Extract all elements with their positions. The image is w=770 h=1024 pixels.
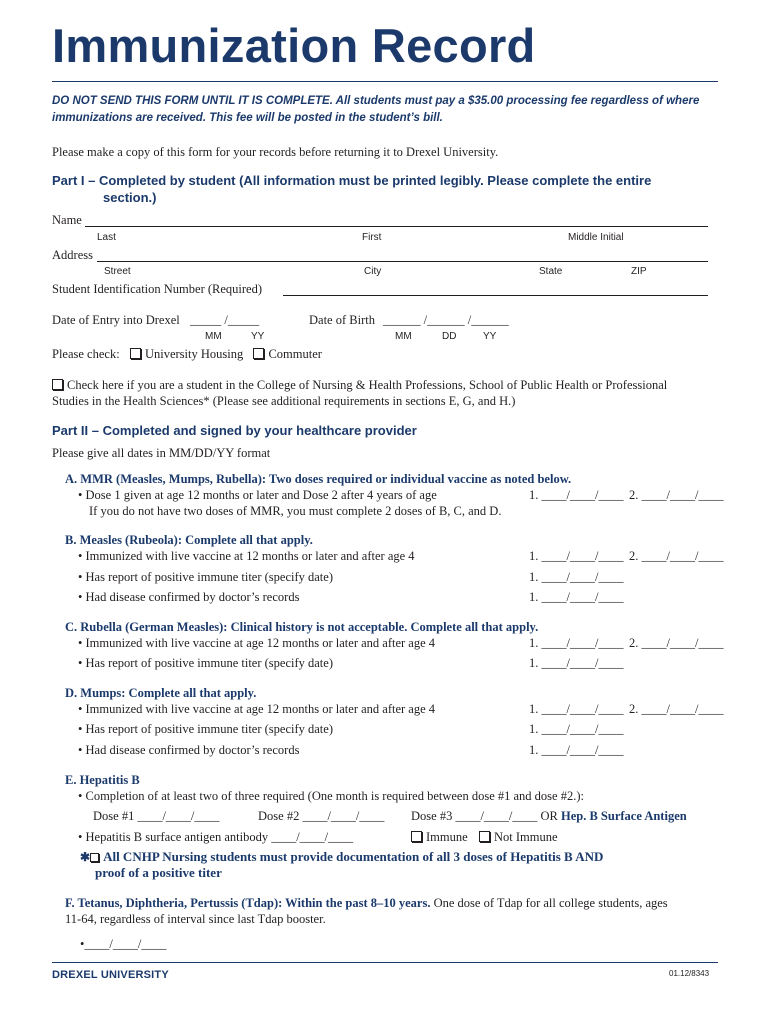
address-label: Address (52, 248, 93, 262)
e-dose2-field[interactable]: Dose #2 ____/____/____ (258, 809, 385, 823)
section-f-text: One dose of Tdap for all college students, ages (433, 896, 668, 910)
not-immune-label: Not Immune (494, 830, 558, 844)
copy-note: Please make a copy of this form for your records before returning it to Drexel University. (52, 145, 499, 159)
university-logo: DREXEL UNIVERSITY (52, 969, 169, 981)
checkbox-icon (411, 831, 422, 842)
f-date-field[interactable]: •____/____/____ (80, 937, 167, 951)
section-c-item1: • Immunized with live vaccine at age 12 months or later and after age 4 (78, 636, 436, 650)
part2-heading: Part II – Completed and signed by your healthcare provider (52, 423, 417, 438)
immune-checkbox[interactable] (411, 830, 468, 845)
section-b-title: B. Measles (Rubeola): Complete all that apply. (65, 533, 313, 547)
not-immune-checkbox[interactable] (479, 830, 558, 845)
student-id-field[interactable] (283, 295, 708, 296)
section-f-row (65, 896, 668, 911)
d-item1-date1[interactable]: 1. ____/____/____ (529, 702, 624, 716)
middle-sublabel: Middle Initial (568, 232, 624, 243)
nursing-text-cont: Studies in the Health Sciences* (Please see additional requirements in sections E, G, and H.) (52, 394, 516, 408)
footer-rule (52, 962, 718, 963)
d-item3-date[interactable]: 1. ____/____/____ (529, 743, 624, 757)
entry-mm: MM (205, 331, 222, 342)
b-item2-date[interactable]: 1. ____/____/____ (529, 570, 624, 584)
e-dose3-row[interactable] (411, 809, 687, 824)
dates-note: Please give all dates in MM/DD/YY format (52, 446, 271, 460)
nursing-text: Check here if you are a student in the College of Nursing & Health Professions, School of Public Health or Professional (67, 378, 668, 392)
e-antigen-field[interactable]: • Hepatitis B surface antigen antibody ____/____/____ (78, 830, 354, 844)
cnhp-note (80, 849, 603, 865)
d-item2-date[interactable]: 1. ____/____/____ (529, 722, 624, 736)
checkbox-icon (253, 348, 264, 359)
b-item3-date[interactable]: 1. ____/____/____ (529, 590, 624, 604)
section-d-item1: • Immunized with live vaccine at age 12 months or later and after age 4 (78, 702, 436, 716)
b-item1-date2[interactable]: 2. ____/____/____ (629, 549, 724, 563)
entry-date-field[interactable]: _____ /_____ (190, 313, 260, 327)
please-check-row (52, 347, 322, 362)
section-d-title: D. Mumps: Complete all that apply. (65, 686, 257, 700)
dob-mm: MM (395, 331, 412, 342)
commuter-checkbox[interactable] (253, 347, 321, 361)
section-a-note: If you do not have two doses of MMR, you must complete 2 doses of B, C, and D. (89, 504, 502, 518)
asterisk-icon: ✱ (80, 850, 91, 864)
part1-heading-cont: section.) (103, 190, 157, 205)
last-sublabel: Last (97, 232, 116, 243)
checkbox-icon (90, 853, 99, 862)
name-field[interactable] (85, 226, 708, 227)
a-dose1-field[interactable]: 1. ____/____/____ (529, 488, 624, 502)
section-e-item1: • Completion of at least two of three required (One month is required between dose #1 and dose #2.): (78, 789, 584, 803)
dob-field[interactable]: ______ /______ /______ (383, 313, 509, 327)
housing-label: University Housing (144, 347, 244, 361)
checkbox-icon (479, 831, 490, 842)
section-f-title: F. Tetanus, Diphtheria, Pertussis (Tdap): Within the past 8–10 years. (65, 896, 431, 910)
dob-yy: YY (483, 331, 497, 342)
cnhp-note-text: All CNHP Nursing students must provide documentation of all 3 doses of Hepatitis B AND (103, 849, 604, 864)
c-item1-date2[interactable]: 2. ____/____/____ (629, 636, 724, 650)
please-check-label: Please check: (52, 347, 120, 361)
commuter-label: Commuter (268, 347, 322, 361)
checkbox-icon (52, 379, 63, 390)
b-item1-date1[interactable]: 1. ____/____/____ (529, 549, 624, 563)
city-sublabel: City (364, 266, 382, 277)
page-title: Immunization Record (52, 19, 536, 72)
section-c-item2: • Has report of positive immune titer (specify date) (78, 656, 333, 670)
title-rule (52, 81, 718, 82)
c-item2-date[interactable]: 1. ____/____/____ (529, 656, 624, 670)
form-code: 01.12/8343 (669, 969, 710, 978)
section-b-item3: • Had disease confirmed by doctor’s records (78, 590, 300, 604)
section-b-item1: • Immunized with live vaccine at 12 months or later and after age 4 (78, 549, 415, 563)
dob-label: Date of Birth (309, 313, 375, 327)
section-f-text-cont: 11-64, regardless of interval since last Tdap booster. (65, 912, 326, 926)
c-item1-date1[interactable]: 1. ____/____/____ (529, 636, 624, 650)
zip-sublabel: ZIP (631, 266, 647, 277)
section-e-title: E. Hepatitis B (65, 773, 140, 787)
section-a-item1: • Dose 1 given at age 12 months or later and Dose 2 after 4 years of age (78, 488, 437, 502)
hep-b-antigen-label: Hep. B Surface Antigen (561, 809, 687, 823)
immune-label: Immune (426, 830, 468, 844)
address-field[interactable] (97, 261, 708, 262)
entry-yy: YY (251, 331, 265, 342)
first-sublabel: First (362, 232, 382, 243)
nursing-checkbox-row[interactable] (52, 378, 667, 393)
cnhp-note-cont: proof of a positive titer (95, 865, 222, 880)
e-dose1-field[interactable]: Dose #1 ____/____/____ (93, 809, 220, 823)
entry-label: Date of Entry into Drexel (52, 313, 180, 327)
housing-checkbox[interactable] (130, 347, 243, 361)
section-d-item3: • Had disease confirmed by doctor’s records (78, 743, 300, 757)
warning-text: DO NOT SEND THIS FORM UNTIL IT IS COMPLETE. All students must pay a $35.00 processing fee regardless of where immunizations are received. This fee will be posted in the student’s bill. (52, 95, 700, 124)
checkbox-icon (130, 348, 141, 359)
name-label: Name (52, 213, 82, 227)
a-dose2-field[interactable]: 2. ____/____/____ (629, 488, 724, 502)
d-item1-date2[interactable]: 2. ____/____/____ (629, 702, 724, 716)
state-sublabel: State (539, 266, 563, 277)
section-a-title: A. MMR (Measles, Mumps, Rubella): Two doses required or individual vaccine as noted below. (65, 472, 572, 486)
dob-dd: DD (442, 331, 457, 342)
student-id-label: Student Identification Number (Required) (52, 282, 263, 296)
street-sublabel: Street (104, 266, 131, 277)
section-c-title: C. Rubella (German Measles): Clinical history is not acceptable. Complete all that apply. (65, 620, 539, 634)
section-b-item2: • Has report of positive immune titer (specify date) (78, 570, 333, 584)
part1-heading: Part I – Completed by student (All information must be printed legibly. Please complete the entire (52, 173, 652, 188)
section-d-item2: • Has report of positive immune titer (specify date) (78, 722, 333, 736)
e-dose3-field[interactable]: Dose #3 ____/____/____ OR (411, 809, 558, 823)
